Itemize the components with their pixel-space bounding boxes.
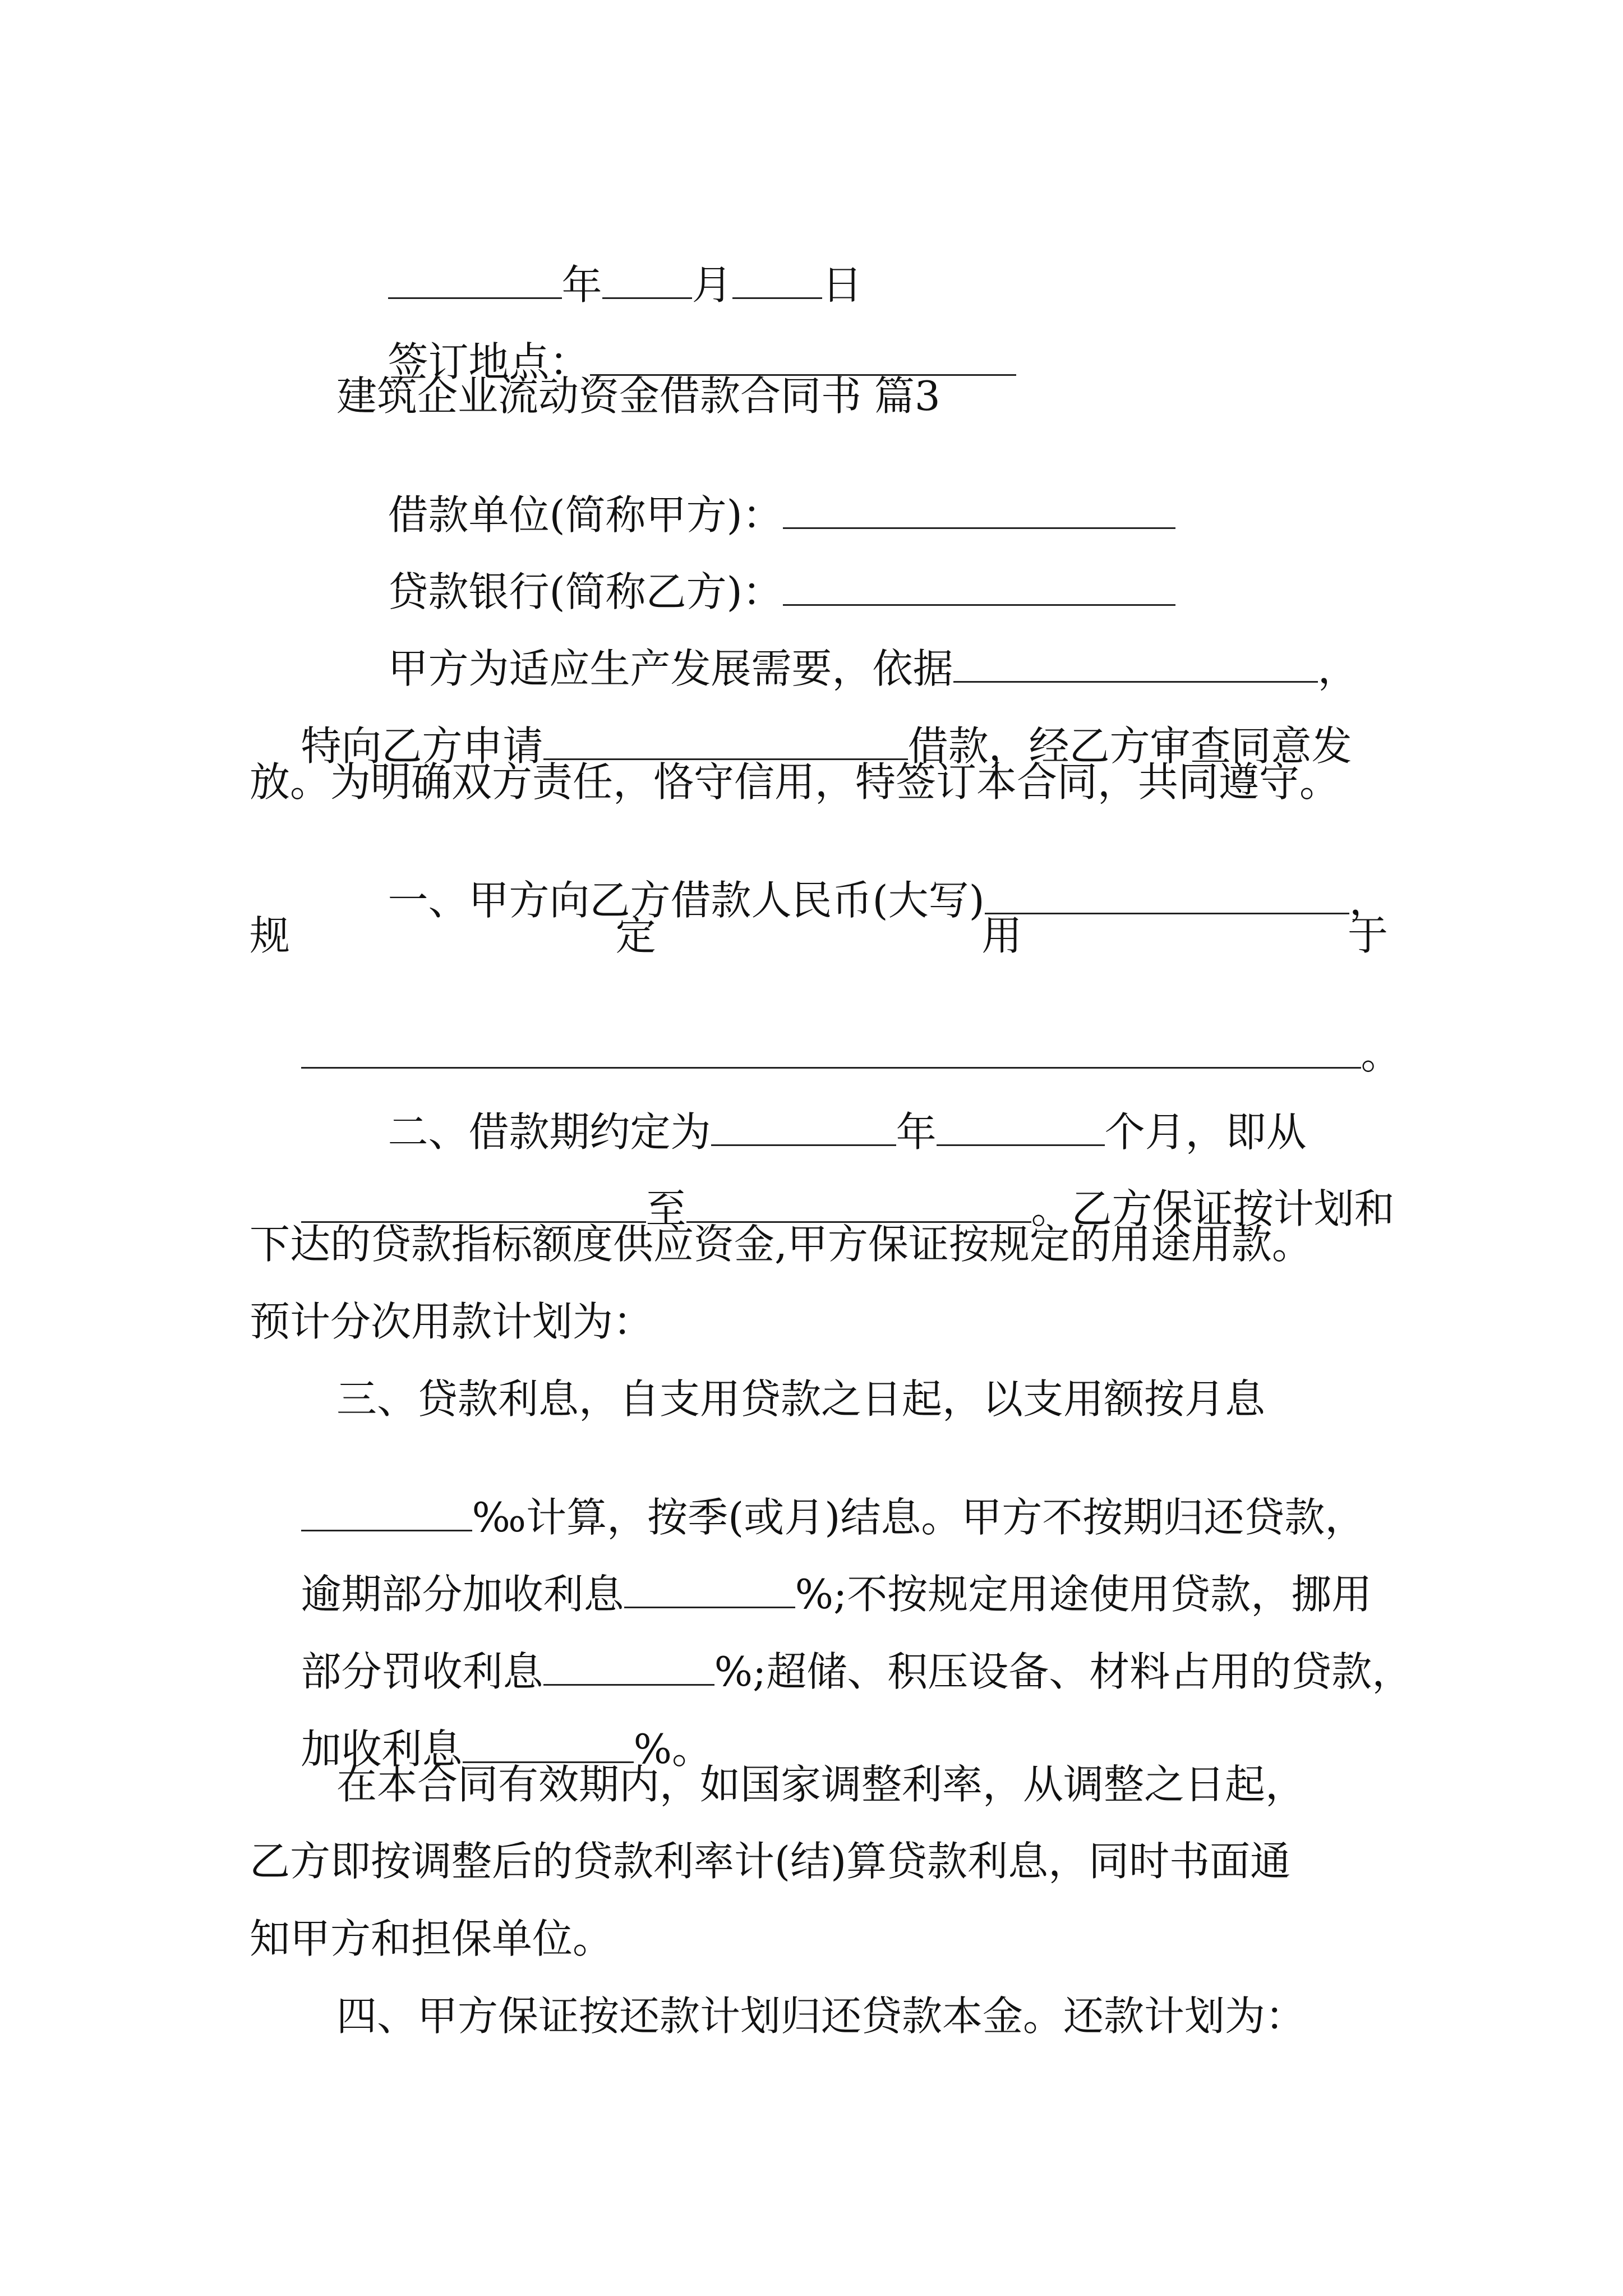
para4-line3: 知甲方和担保单位。 xyxy=(250,1915,614,1962)
sec2-text-a2: 年 xyxy=(896,1108,937,1156)
sec2-text-a3: 个月，即从 xyxy=(1104,1108,1307,1156)
basis-blank xyxy=(953,647,1318,683)
extra-rate-blank xyxy=(463,1728,634,1763)
para4-line2: 乙方即按调整后的贷款利率计(结)算贷款利息，同时书面通 xyxy=(250,1838,1291,1885)
para4-line1: 在本合同有效期内，如国家调整利率，从调整之日起， xyxy=(336,1761,1306,1808)
sec1-text-a: 一、甲方向乙方借款人民币(大写) xyxy=(388,877,985,924)
sign-place-label: 签订地点： xyxy=(388,338,590,385)
term-years-blank xyxy=(711,1111,896,1146)
amount-blank xyxy=(985,879,1349,914)
sec1-char-3: 用 xyxy=(981,912,1022,959)
para1-text-b2: 借款，经乙方审查同意发 xyxy=(907,723,1352,770)
para1-comma: ， xyxy=(1317,645,1358,692)
sec3-text-e2: %。 xyxy=(633,1726,712,1773)
penalty-rate-blank xyxy=(543,1650,714,1686)
usage-blank xyxy=(301,1033,1361,1069)
month-label: 月 xyxy=(691,261,732,309)
sec1-line2 xyxy=(250,912,1388,959)
lender-label: 贷款银行(简称乙方)： xyxy=(388,568,783,615)
year-label: 年 xyxy=(561,261,602,309)
para1-text-a: 甲方为适应生产发展需要，依据 xyxy=(388,645,953,692)
sec3-text-e1: 加收利息 xyxy=(301,1726,463,1773)
sec3-text-b: ‰计算，按季(或月)结息。甲方不按期归还贷款， xyxy=(472,1494,1366,1541)
borrower-label: 借款单位(简称甲方)： xyxy=(388,491,783,539)
sec1-char-1: 规 xyxy=(250,912,291,959)
day-blank xyxy=(732,264,822,299)
para1-line3: 放。为明确双方责任，恪守信用，特签订本合同，共同遵守。 xyxy=(250,758,1340,806)
sec2-text-a1: 二、借款期约定为 xyxy=(388,1108,711,1156)
term-months-blank xyxy=(937,1111,1105,1146)
sec1-comma: ， xyxy=(1349,877,1390,924)
month-blank xyxy=(602,264,692,299)
overdue-rate-blank xyxy=(624,1573,795,1608)
borrower-blank xyxy=(783,494,1175,529)
year-blank xyxy=(388,264,562,299)
sec2-line4: 预计分次用款计划为： xyxy=(250,1298,654,1345)
sec2-text-b1: 至 xyxy=(645,1185,686,1232)
sec3-text-d1: 部分罚收利息 xyxy=(301,1648,543,1695)
start-date-blank xyxy=(301,1188,646,1223)
day-label: 日 xyxy=(822,261,863,309)
sign-place-blank xyxy=(590,341,1016,376)
sec1-period: 。 xyxy=(1361,1031,1401,1078)
sec2-line3: 下达的贷款指标额度供应资金,甲方保证按规定的用途用款。 xyxy=(250,1221,1312,1268)
sec2-text-b2: 。乙方保证按计划和 xyxy=(1031,1185,1395,1232)
loan-type-blank xyxy=(543,725,908,760)
sec4-line1: 四、甲方保证按还款计划归还贷款本金。还款计划为： xyxy=(336,1993,1306,2040)
sec3-line1: 三、贷款利息，自支用贷款之日起，以支用额按月息 xyxy=(336,1375,1266,1423)
monthly-rate-blank xyxy=(301,1496,472,1531)
contract-heading: 建筑企业流动资金借款合同书 篇3 xyxy=(336,372,940,420)
lender-blank xyxy=(783,570,1175,606)
sec1-char-2: 定 xyxy=(615,912,656,959)
sec3-text-c2: %;不按规定用途使用贷款，挪用 xyxy=(795,1571,1372,1618)
para1-text-b1: 特向乙方申请 xyxy=(301,723,543,770)
sec1-char-4: 于 xyxy=(1347,912,1388,959)
sec3-text-d2: %;超储、积压设备、材料占用的贷款， xyxy=(714,1648,1413,1695)
sec3-text-c1: 逾期部分加收利息 xyxy=(301,1571,624,1618)
end-date-blank xyxy=(686,1188,1031,1223)
